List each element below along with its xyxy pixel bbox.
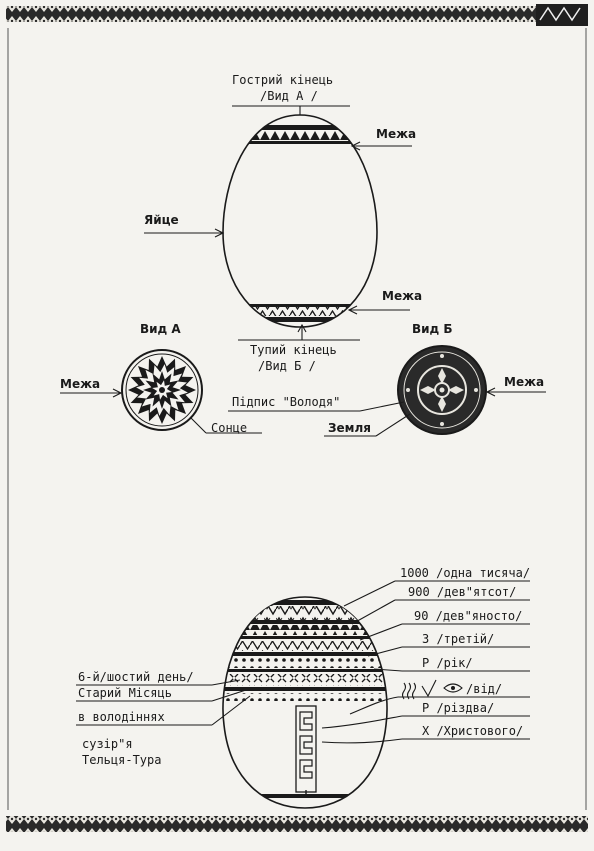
label-taurus: Тельця-Тура [82, 753, 162, 767]
view-a-title: Вид А [140, 322, 181, 336]
svg-text:1000 /одна тисяча/: 1000 /одна тисяча/ [400, 566, 531, 580]
sun-label: Сонце [211, 421, 248, 435]
signature-label: Підпис "Володя" [232, 395, 341, 409]
bottom-border [6, 816, 588, 832]
view-b-title: Вид Б [412, 322, 453, 336]
egg-side-view [220, 115, 380, 327]
svg-text:Р /різдва/: Р /різдва/ [422, 701, 495, 715]
label-year [374, 656, 530, 671]
view-a-ref-label: /Вид А / [260, 89, 318, 103]
border-left-label: Межа [60, 377, 101, 391]
label-sixth-day: 6-й/шостий день/ [78, 670, 194, 684]
label-3 [368, 632, 530, 656]
border-top-label: Межа [376, 127, 417, 141]
svg-text:/від/: /від/ [466, 682, 503, 696]
top-border [6, 6, 588, 22]
svg-text:Х /Христового/: Х /Христового/ [422, 724, 524, 738]
svg-text:90 /дев"яносто/: 90 /дев"яносто/ [414, 609, 523, 623]
view-a-sun-disc [122, 350, 202, 430]
svg-text:900 /дев"ятсот/: 900 /дев"ятсот/ [408, 585, 517, 599]
label-old-moon: Старий Місяць [78, 686, 172, 700]
earth-label: Земля [328, 421, 371, 435]
egg-label: Яйце [144, 213, 179, 227]
label-in-domain: в володіннях [78, 710, 165, 724]
sharp-end-label: Гострий кінець [232, 73, 334, 87]
label-constellation: сузір"я [82, 737, 133, 751]
view-b-ref-label: /Вид Б / [258, 359, 316, 373]
svg-text:3 /третій/: 3 /третій/ [422, 632, 495, 646]
border-right-label: Межа [504, 375, 545, 389]
border-bottom-label: Межа [382, 289, 423, 303]
blunt-end-label: Тупий кінець [250, 343, 337, 357]
svg-text:Р /рік/: Р /рік/ [422, 656, 473, 670]
decorated-egg [220, 597, 390, 808]
symbol-check-icon [422, 680, 436, 696]
view-b-earth-disc [398, 346, 486, 434]
